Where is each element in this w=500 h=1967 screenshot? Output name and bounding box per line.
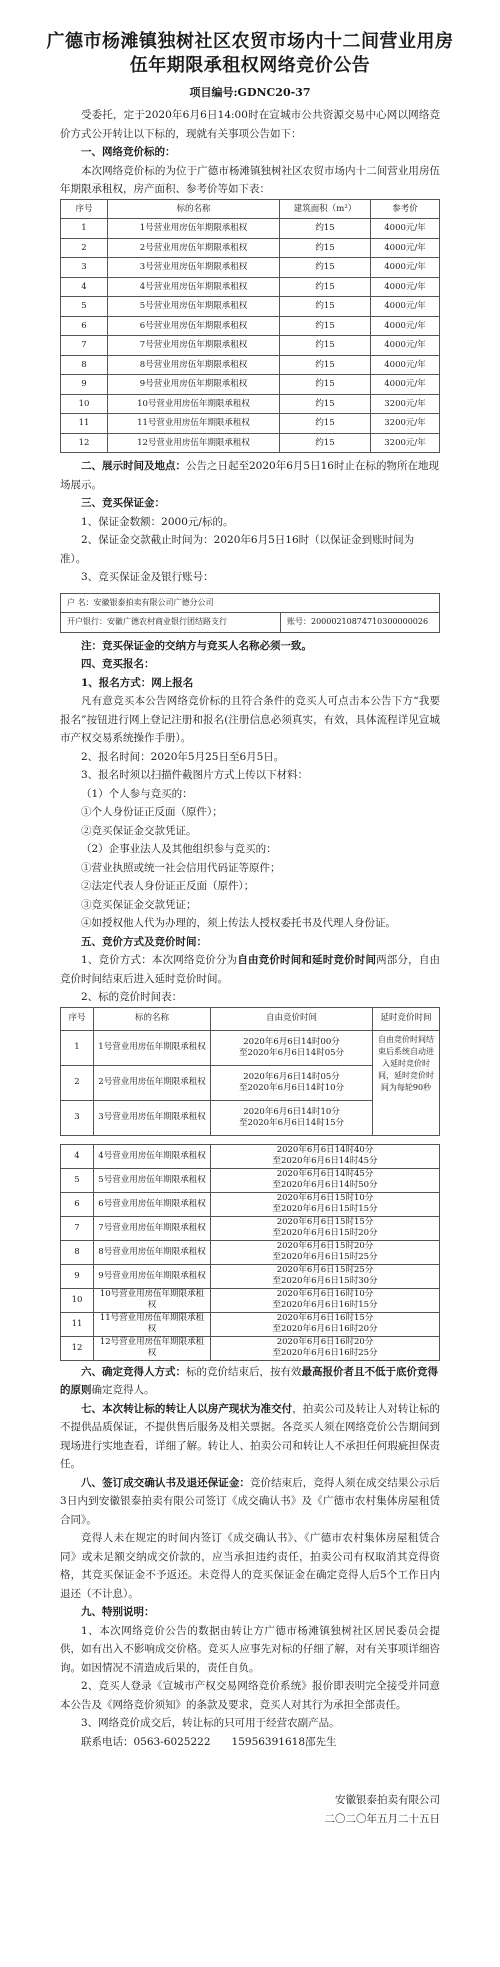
bidding-method: [60, 951, 440, 988]
lot-row: [61, 433, 440, 453]
section-8: [60, 1474, 440, 1530]
lot-name: 12号营业用房伍年期限承租权: [108, 433, 280, 453]
lot-table-header: [61, 199, 440, 219]
schedule-free-time: [211, 1144, 440, 1168]
lot-area: 约15: [280, 355, 371, 375]
schedule-free-time: [211, 1288, 440, 1312]
extended-time-note: 自由竞价时间结束后系统自动进入延时竞价时间，延时竞价时间为每轮90秒: [373, 1030, 440, 1135]
lot-price: 3200元/年: [371, 394, 440, 414]
lot-row: [61, 355, 440, 375]
section-3-heading: 三、竞买保证金：: [81, 497, 165, 509]
account-no: 20000210874710300000026: [311, 617, 429, 626]
free-time-end: 至2020年6月6日16时25分: [272, 1348, 378, 1358]
lot-name: 10号营业用房伍年期限承租权: [108, 394, 280, 414]
section-1-heading: 一、网络竞价标的：: [81, 146, 176, 158]
schedule-no: 5: [61, 1168, 94, 1192]
account-name-cell: [61, 593, 440, 613]
schedule-lot-name: 1号营业用房伍年期限承租权: [94, 1030, 211, 1065]
lot-row: [61, 277, 440, 297]
deposit-note: 注：竞买保证金的交纳方与竞买人名称必须一致。: [81, 639, 312, 652]
schedule-free-time: [211, 1030, 373, 1065]
schedule-row: [61, 1144, 440, 1168]
free-time-start: 2020年6月6日15时25分: [276, 1265, 374, 1275]
section-9-heading: 九、特别说明：: [81, 1606, 155, 1618]
page-title: 广德市杨滩镇独树社区农贸市场内十二间营业用房伍年期限承租权网络竞价公告: [46, 31, 454, 76]
section-7-heading: 七、本次转让标的转让人以房产现状为准交付: [81, 1402, 293, 1415]
lot-price: 4000元/年: [371, 219, 440, 239]
lot-name: 2号营业用房伍年期限承租权: [108, 238, 280, 258]
section-8-heading: 八、签订成交确认书及退还保证金：: [81, 1476, 250, 1489]
bidding-method-prefix: 1、竞价方式：本次网络竞价分为: [81, 954, 238, 966]
lot-no: 4: [61, 277, 108, 297]
free-time-start: 2020年6月6日16时20分: [276, 1337, 374, 1347]
lot-price: 4000元/年: [371, 297, 440, 317]
free-time-start: 2020年6月6日15时20分: [276, 1241, 374, 1251]
section-8-text-1: 竞价结束后，竞得人须在成交结果公示后3日内到安徽银泰拍卖有限公司签订《成交确认书》及《广德市农村集体房屋租赁合同》。: [60, 1476, 440, 1526]
schedule-lot-name: 6号营业用房伍年期限承租权: [94, 1192, 211, 1216]
section-1-text: 本次网络竞价标的为位于广德市杨滩镇独树社区农贸市场内十二间营业用房伍年期限承租权，房产面积、参考价等如下表：: [60, 164, 440, 195]
registration-item: ③竞买保证金交款凭证；: [81, 898, 197, 911]
sched-header-no: 序号: [61, 1007, 94, 1030]
lot-table: [60, 199, 440, 454]
account-no-label: 账号：: [287, 617, 311, 626]
schedule-row: [61, 1168, 440, 1192]
header-name: 标的名称: [108, 199, 280, 219]
schedule-no: 6: [61, 1192, 94, 1216]
free-time-start: 2020年6月6日14时40分: [276, 1145, 374, 1155]
schedule-no: 9: [61, 1264, 94, 1288]
schedule-no: 11: [61, 1312, 94, 1336]
lot-price: 4000元/年: [371, 336, 440, 356]
schedule-row: [61, 1264, 440, 1288]
signature-block: [0, 1791, 440, 1829]
header-area: 建筑面积（m²）: [280, 199, 371, 219]
lot-no: 2: [61, 238, 108, 258]
section-5-heading: 五、竞价方式及竞价时间：: [81, 935, 207, 948]
schedule-free-time: [211, 1100, 373, 1135]
registration-item: ①营业执照或统一社会信用代码证等原件；: [81, 861, 281, 874]
schedule-row: [61, 1336, 440, 1360]
bank-label: 开户银行：: [67, 617, 107, 626]
company-name: 安徽银泰拍卖有限公司: [335, 1794, 440, 1806]
lot-area: 约15: [280, 394, 371, 414]
free-time-end: 至2020年6月6日14时05分: [238, 1047, 345, 1058]
lot-price: 4000元/年: [371, 355, 440, 375]
lot-name: 5号营业用房伍年期限承租权: [108, 297, 280, 317]
section-2-heading: 二、展示时间及地点：: [81, 460, 186, 472]
schedule-lot-name: 10号营业用房伍年期限承租权: [94, 1288, 211, 1312]
free-time-start: 2020年6月6日15时15分: [276, 1217, 374, 1227]
lot-no: 8: [61, 355, 108, 375]
lot-area: 约15: [280, 297, 371, 317]
schedule-free-time: [211, 1216, 440, 1240]
account-name-label: 户 名：: [67, 597, 94, 607]
lot-row: [61, 336, 440, 356]
free-time-end: 至2020年6月6日15时25分: [272, 1252, 378, 1262]
note-2: 2、竞买人登录《宣城市产权交易网络竞价系统》报价即表明完全接受并同意本公告及《网络竞价须知》的条款及要求，竞买人对其行为承担全部责任。: [60, 1680, 440, 1711]
bidding-method-bold: 自由竞价时间和延时竞价时间: [237, 954, 377, 966]
free-time-start: 2020年6月6日16时10分: [276, 1289, 374, 1299]
free-time-end: 至2020年6月6日15时15分: [272, 1204, 378, 1214]
registration-item: ①个人身份证正反面（原件）；: [81, 806, 223, 818]
schedule-table-1: [60, 1007, 440, 1136]
sched-header-name: 标的名称: [94, 1007, 211, 1030]
lot-name: 4号营业用房伍年期限承租权: [108, 277, 280, 297]
account-no-cell: [281, 613, 440, 633]
deposit-amount: 1、保证金数额：2000元/标的。: [81, 515, 234, 528]
registration-list: [60, 674, 440, 933]
section-2-text: 公告之日起至2020年6月5日16时止在标的物所在地现场展示。: [60, 460, 439, 491]
project-number: 项目编号:GDNC20-37: [189, 86, 311, 99]
header-price: 参考价: [371, 199, 440, 219]
registration-item: 1、报名方式：网上报名: [81, 676, 194, 689]
lot-table-body: [61, 219, 440, 453]
schedule-lot-name: 8号营业用房伍年期限承租权: [94, 1240, 211, 1264]
account-bank-row: [61, 613, 440, 633]
section-6-heading: 六、确定竞得人方式：: [81, 1365, 186, 1378]
announcement-body: [60, 106, 440, 1751]
schedule-no: 12: [61, 1336, 94, 1360]
schedule-table-2-body: [61, 1144, 440, 1360]
registration-item: ②竞买保证金交款凭证。: [81, 824, 197, 837]
lot-area: 约15: [280, 219, 371, 239]
schedule-no: 7: [61, 1216, 94, 1240]
account-name: 安徽银泰拍卖有限公司广德分公司: [93, 597, 214, 607]
schedule-free-time: [211, 1336, 440, 1360]
lot-area: 约15: [280, 238, 371, 258]
free-time-start: 2020年6月6日14时00分: [243, 1036, 340, 1047]
section-6-suffix: 确定竞得人。: [91, 1384, 155, 1396]
registration-item: （2）企事业法人及其他组织参与竞买的：: [81, 843, 277, 855]
schedule-row: [61, 1192, 440, 1216]
lot-name: 1号营业用房伍年期限承租权: [108, 219, 280, 239]
lot-row: [61, 219, 440, 239]
sched-header-extended: 延时竞价时间: [373, 1007, 440, 1030]
lot-no: 5: [61, 297, 108, 317]
sched-header-free: 自由竞价时间: [211, 1007, 373, 1030]
lot-name: 3号营业用房伍年期限承租权: [108, 258, 280, 278]
section-2: [60, 457, 440, 494]
schedule-lot-name: 3号营业用房伍年期限承租权: [94, 1100, 211, 1135]
schedule-table-2: [60, 1144, 440, 1361]
lot-price: 4000元/年: [371, 277, 440, 297]
lot-no: 10: [61, 394, 108, 414]
note-1: 1、本次网络竞价公告的数据由转让方广德市杨滩镇独树社区居民委员会提供，如有出入不影响成交价格。竞买人应事先对标的仔细了解，对有关事项详细咨询。如因情况不清造成后果的，责任自负。: [60, 1624, 440, 1674]
lot-no: 3: [61, 258, 108, 278]
schedule-lot-name: 7号营业用房伍年期限承租权: [94, 1216, 211, 1240]
schedule-free-time: [211, 1168, 440, 1192]
lot-area: 约15: [280, 375, 371, 395]
schedule-heading: 2、标的竞价时间表：: [81, 991, 183, 1003]
lot-area: 约15: [280, 277, 371, 297]
lot-no: 7: [61, 336, 108, 356]
registration-item: 2、报名时间：2020年5月25日至6月5日。: [81, 750, 285, 763]
bank-name: 安徽广德农村商业银行团结路支行: [107, 617, 227, 626]
bank-cell: [61, 613, 281, 633]
deposit-bank-heading: 3、竞买保证金及银行账号：: [81, 571, 214, 583]
schedule-no: 8: [61, 1240, 94, 1264]
lot-name: 9号营业用房伍年期限承租权: [108, 375, 280, 395]
free-time-end: 至2020年6月6日16时15分: [272, 1300, 378, 1310]
section-6: [60, 1363, 440, 1400]
lot-no: 6: [61, 316, 108, 336]
lot-row: [61, 375, 440, 395]
schedule-no: 4: [61, 1144, 94, 1168]
lot-area: 约15: [280, 316, 371, 336]
schedule-row: [61, 1240, 440, 1264]
lot-price: 4000元/年: [371, 375, 440, 395]
schedule-lot-name: 12号营业用房伍年期限承租权: [94, 1336, 211, 1360]
schedule-table-header: [61, 1007, 440, 1030]
section-6-bold: 最高报价者且不低于底价竞得的原则: [60, 1365, 438, 1396]
lot-area: 约15: [280, 414, 371, 434]
schedule-table-1-body: [61, 1030, 440, 1135]
section-7: [60, 1400, 440, 1474]
lot-price: 3200元/年: [371, 433, 440, 453]
registration-item: （1）个人参与竞买的：: [81, 787, 193, 800]
section-7-text: ，拍卖公司及转让人对转让标的不提供品质保证，不提供售后服务及相关票据。各竞买人须在网络竞价公告期间到现场进行实地查看，详细了解。转让人、拍卖公司和转让人不承担任何瑕疵担保责任。: [60, 1402, 441, 1470]
schedule-free-time: [211, 1240, 440, 1264]
lot-area: 约15: [280, 433, 371, 453]
free-time-start: 2020年6月6日14时10分: [243, 1106, 340, 1117]
free-time-end: 至2020年6月6日15时20分: [272, 1228, 378, 1238]
lot-price: 4000元/年: [371, 316, 440, 336]
lot-name: 6号营业用房伍年期限承租权: [108, 316, 280, 336]
lot-row: [61, 258, 440, 278]
issue-date: 二〇二〇年五月二十五日: [324, 1813, 440, 1825]
lot-name: 7号营业用房伍年期限承租权: [108, 336, 280, 356]
free-time-start: 2020年6月6日15时10分: [276, 1193, 374, 1203]
deposit-deadline: 2、保证金交款截止时间为：2020年6月5日16时（以保证金到账时间为准）。: [60, 534, 415, 565]
schedule-lot-name: 4号营业用房伍年期限承租权: [94, 1144, 211, 1168]
lot-no: 9: [61, 375, 108, 395]
schedule-row: [61, 1030, 440, 1065]
section-4-heading: 四、竞买报名：: [81, 658, 155, 670]
lot-price: 3200元/年: [371, 414, 440, 434]
schedule-lot-name: 5号营业用房伍年期限承租权: [94, 1168, 211, 1192]
schedule-row: [61, 1288, 440, 1312]
lot-price: 4000元/年: [371, 258, 440, 278]
schedule-row: [61, 1312, 440, 1336]
registration-item: ④如授权他人代为办理的，须上传法人授权委托书及代理人身份证。: [81, 917, 396, 929]
schedule-lot-name: 11号营业用房伍年期限承租权: [94, 1312, 211, 1336]
account-name-row: [61, 593, 440, 613]
header-no: 序号: [61, 199, 108, 219]
lot-area: 约15: [280, 336, 371, 356]
schedule-row: [61, 1216, 440, 1240]
free-time-end: 至2020年6月6日16时20分: [272, 1324, 378, 1334]
bidding-method-suffix: 两部分，自由竞价时间结束后进入延时竞价时间。: [60, 954, 441, 985]
intro-paragraph: 受委托，定于2020年6月6日14:00时在宣城市公共资源交易中心网以网络竞价方式公开转让以下标的，现就有关事项公告如下：: [60, 109, 440, 140]
section-8-text-2: 竞得人未在规定的时间内签订《成交确认书》、《广德市农村集体房屋租赁合同》或未足额交纳成交价款的，应当承担违约责任，拍卖公司有权取消其竞得资格，其竞买保证金不予返还。未竞得人的竞买保证金在确定竞得人后5个工作日内退还（不计息）。: [60, 1532, 440, 1600]
lot-row: [61, 238, 440, 258]
registration-item: 凡有意竞买本公告网络竞价标的且符合条件的竞买人可点击本公告下方“我要报名”按钮进行网上登记注册和报名(注册信息必须真实，有效，具体流程详见宣城市产权交易系统操作手册）。: [60, 695, 440, 744]
free-time-end: 至2020年6月6日14时50分: [272, 1180, 378, 1190]
schedule-free-time: [211, 1065, 373, 1100]
free-time-end: 至2020年6月6日14时15分: [238, 1117, 345, 1128]
lot-row: [61, 297, 440, 317]
free-time-end: 至2020年6月6日14时10分: [238, 1082, 345, 1093]
lot-row: [61, 394, 440, 414]
contact-info: 联系电话：0563-6025222 15956391618邵先生: [81, 1735, 337, 1748]
bank-account-table: [60, 593, 440, 633]
free-time-end: 至2020年6月6日14时45分: [272, 1156, 378, 1166]
free-time-end: 至2020年6月6日15时30分: [272, 1276, 378, 1286]
free-time-start: 2020年6月6日14时45分: [276, 1169, 374, 1179]
registration-item: ②法定代表人身份证正反面（原件）；: [81, 880, 255, 892]
lot-name: 8号营业用房伍年期限承租权: [108, 355, 280, 375]
lot-no: 11: [61, 414, 108, 434]
free-time-start: 2020年6月6日14时05分: [243, 1071, 340, 1082]
lot-name: 11号营业用房伍年期限承租权: [108, 414, 280, 434]
lot-no: 12: [61, 433, 108, 453]
schedule-no: 1: [61, 1030, 94, 1065]
schedule-no: 3: [61, 1100, 94, 1135]
lot-area: 约15: [280, 258, 371, 278]
note-3: 3、网络竞价成交后，转让标的只可用于经营农副产品。: [81, 1717, 340, 1729]
registration-item: 3、报名时须以扫描件截图片方式上传以下材料：: [81, 769, 309, 781]
schedule-free-time: [211, 1312, 440, 1336]
schedule-no: 2: [61, 1065, 94, 1100]
schedule-lot-name: 2号营业用房伍年期限承租权: [94, 1065, 211, 1100]
schedule-free-time: [211, 1264, 440, 1288]
lot-row: [61, 414, 440, 434]
section-6-prefix: 标的竞价结束后，按有效: [186, 1365, 302, 1378]
lot-price: 4000元/年: [371, 238, 440, 258]
lot-row: [61, 316, 440, 336]
schedule-free-time: [211, 1192, 440, 1216]
free-time-start: 2020年6月6日16时15分: [276, 1313, 374, 1323]
schedule-no: 10: [61, 1288, 94, 1312]
schedule-lot-name: 9号营业用房伍年期限承租权: [94, 1264, 211, 1288]
lot-no: 1: [61, 219, 108, 239]
